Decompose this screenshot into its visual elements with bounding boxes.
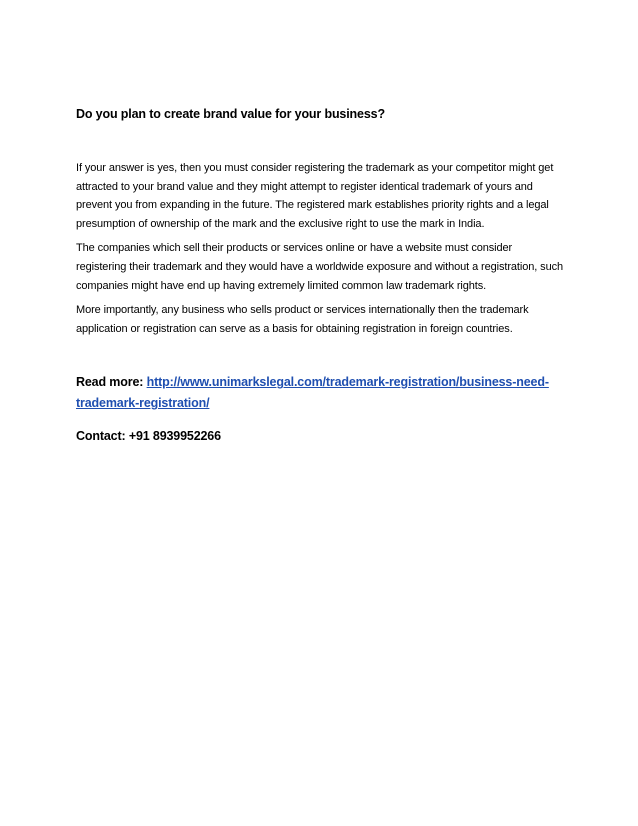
document-content [76, 106, 564, 447]
read-more-label: Read more: [76, 375, 144, 390]
read-more-link[interactable]: http://www.unimarkslegal.com/trademark-registration/business-need-trademark-registration/ [76, 375, 549, 411]
contact-line: Contact: +91 8939952266 [76, 429, 221, 444]
paragraph-online-companies: The companies which sell their products or services online or have a website must consider registering their trademark and they would have a worldwide exposure and without a registration, such companies might have end up having extremely limited common law trademark rights. [76, 242, 564, 292]
paragraph-trademark-priority: If your answer is yes, then you must consider registering the trademark as your competitor might get attracted to your brand value and they might attempt to register identical trademark of yours and prevent you from expanding in the future. The registered mark establishes priority rights and a legal presumption of ownership of the mark and the exclusive right to use the mark in India. [76, 162, 554, 230]
paragraph-international-business: More importantly, any business who sells product or services internationally then the trademark application or registration can serve as a basis for obtaining registration in foreign countries. [76, 304, 529, 335]
document-heading: Do you plan to create brand value for your business? [76, 107, 385, 121]
read-more-line [76, 372, 564, 414]
